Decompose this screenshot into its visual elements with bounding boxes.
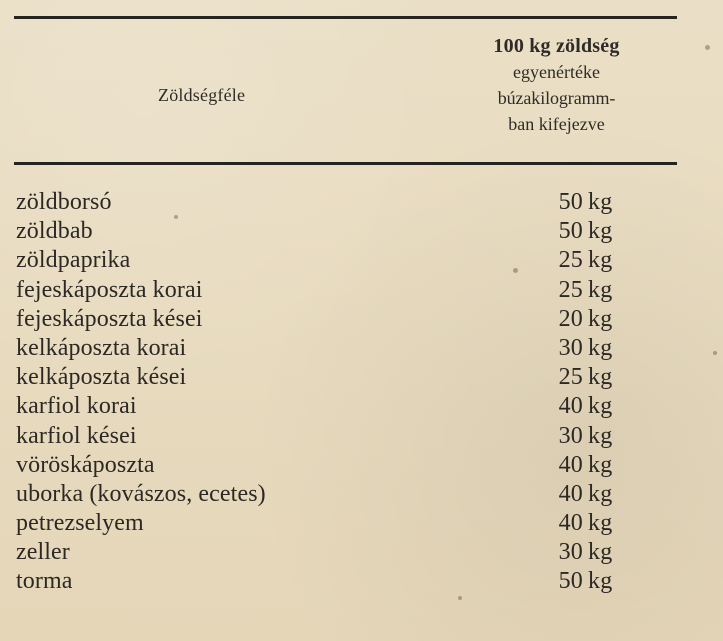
amount: 30 <box>558 334 583 361</box>
table-row <box>16 188 636 217</box>
vegetable-name: zöldpaprika <box>16 247 131 274</box>
paper-speck <box>713 351 717 355</box>
header-line-4: ban kifejezve <box>508 114 605 134</box>
amount: 40 <box>558 480 583 507</box>
vegetable-name: karfiol kései <box>16 422 137 449</box>
table-row <box>16 217 636 246</box>
amount: 25 <box>558 364 583 391</box>
amount: 30 <box>558 539 583 566</box>
table-row <box>16 567 636 596</box>
top-rule <box>14 16 677 19</box>
table-row <box>16 305 636 334</box>
table-row <box>16 246 636 275</box>
wheat-equivalent-value <box>539 480 639 509</box>
wheat-equivalent-value <box>539 334 639 363</box>
amount: 25 <box>558 276 583 303</box>
vegetable-type-header: Zöldségféle <box>158 85 246 105</box>
unit: kg <box>588 422 613 449</box>
table-row <box>16 363 636 392</box>
unit: kg <box>588 480 613 507</box>
wheat-equivalent-header <box>444 33 669 137</box>
amount: 40 <box>558 451 583 478</box>
wheat-equivalent-value <box>539 276 639 305</box>
unit: kg <box>588 218 613 245</box>
table-row <box>16 480 636 509</box>
table-row <box>16 276 636 305</box>
paper-speck <box>174 215 178 219</box>
paper-speck <box>458 596 462 600</box>
amount: 50 <box>558 568 583 595</box>
vegetable-name: karfiol korai <box>16 393 137 420</box>
paper-speck <box>705 45 710 50</box>
wheat-equivalent-value <box>539 422 639 451</box>
amount: 50 <box>558 189 583 215</box>
wheat-equivalent-value <box>539 246 639 275</box>
table-row <box>16 422 636 451</box>
unit: kg <box>588 364 613 391</box>
unit: kg <box>588 510 613 537</box>
amount: 20 <box>558 305 583 332</box>
vegetable-name: kelkáposzta kései <box>16 364 187 391</box>
table-row <box>16 538 636 567</box>
vegetable-name: fejeskáposzta korai <box>16 276 203 303</box>
unit: kg <box>588 247 613 274</box>
wheat-equivalent-value <box>539 567 639 596</box>
amount: 30 <box>558 422 583 449</box>
vegetable-name: vöröskáposzta <box>16 451 155 478</box>
amount: 25 <box>558 247 583 274</box>
wheat-equivalent-value <box>539 538 639 567</box>
vegetable-name: petrezselyem <box>16 510 144 537</box>
header-line-3: búzakilogramm- <box>497 88 616 108</box>
wheat-equivalent-value <box>539 363 639 392</box>
table-row <box>16 392 636 421</box>
header-line-1: 100 kg zöldség <box>493 35 620 57</box>
vegetable-table <box>16 188 636 597</box>
header-divider-rule <box>14 162 677 165</box>
table-row <box>16 451 636 480</box>
unit: kg <box>588 305 613 332</box>
table-row <box>16 509 636 538</box>
amount: 40 <box>558 510 583 537</box>
unit: kg <box>588 276 613 303</box>
amount: 40 <box>558 393 583 420</box>
vegetable-name: zeller <box>16 539 70 566</box>
wheat-equivalent-value <box>539 305 639 334</box>
unit: kg <box>588 539 613 566</box>
vegetable-name: zöldbab <box>16 218 93 245</box>
unit: kg <box>588 334 613 361</box>
vegetable-name: uborka (kovászos, ecetes) <box>16 480 266 507</box>
vegetable-name: fejeskáposzta kései <box>16 305 203 332</box>
wheat-equivalent-value <box>539 392 639 421</box>
unit: kg <box>588 189 613 215</box>
wheat-equivalent-value <box>539 188 639 217</box>
table-row <box>16 334 636 363</box>
vegetable-name: kelkáposzta korai <box>16 334 187 361</box>
paper-speck <box>513 268 518 273</box>
wheat-equivalent-value <box>539 509 639 538</box>
unit: kg <box>588 393 613 420</box>
unit: kg <box>588 451 613 478</box>
wheat-equivalent-value <box>539 217 639 246</box>
unit: kg <box>588 568 613 595</box>
amount: 50 <box>558 218 583 245</box>
wheat-equivalent-value <box>539 451 639 480</box>
vegetable-name: torma <box>16 568 73 595</box>
header-line-2: egyenértéke <box>513 62 600 82</box>
vegetable-name: zöldborsó <box>16 189 112 215</box>
